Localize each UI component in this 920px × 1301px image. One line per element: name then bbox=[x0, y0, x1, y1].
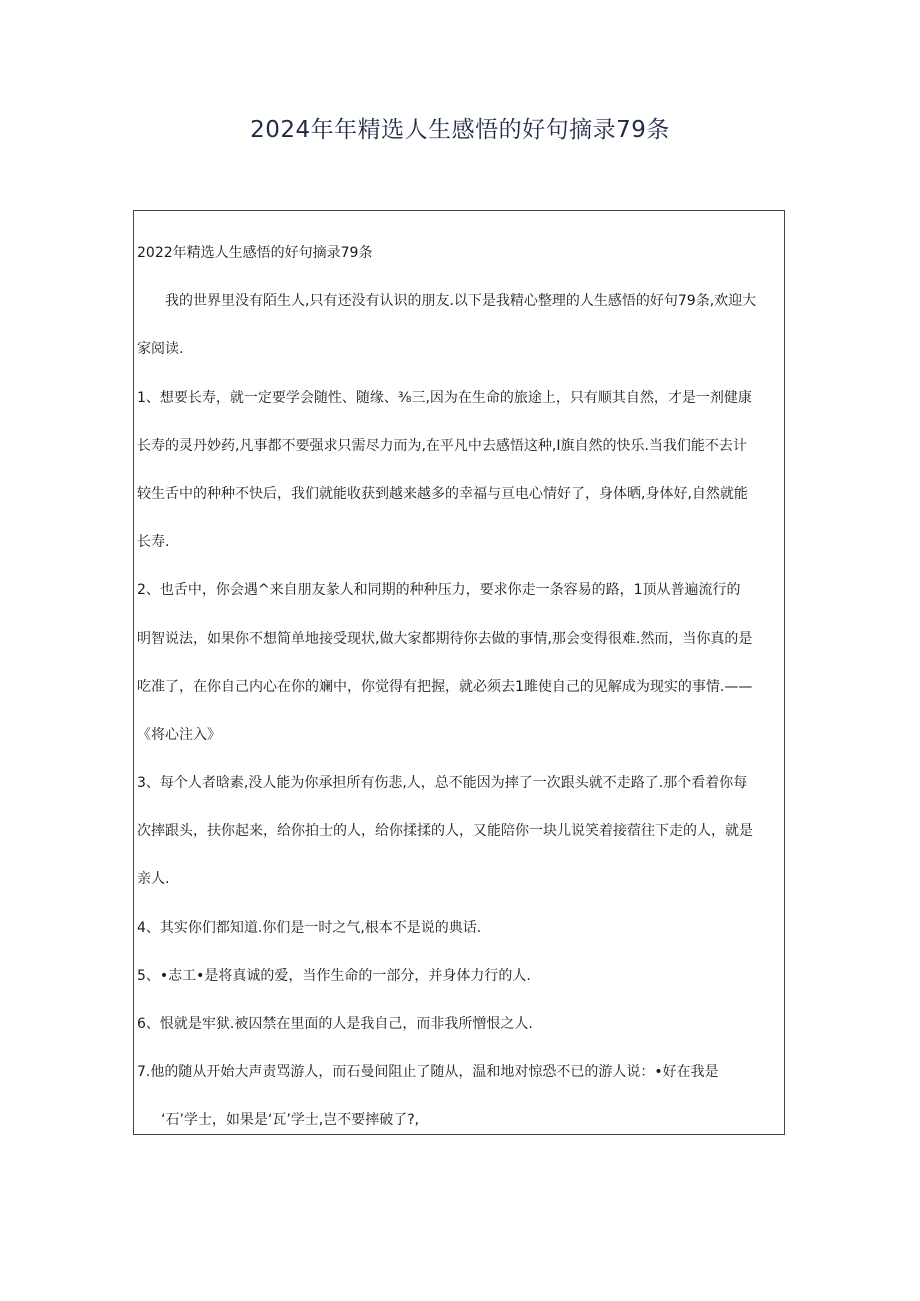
item-5-line-1: 5、•志工•是将真诚的爱，当作生命的一部分，并身体力行的人. bbox=[137, 967, 531, 984]
intro-line-2: 家阅读. bbox=[137, 341, 184, 358]
item-1-line-1: 1、想要长寿，就一定要学会随性、随缘、⅜三,因为在生命的旅途上，只有顺其自然，才是一剂健康 bbox=[137, 389, 752, 406]
item-2-line-4: 《将心注入》 bbox=[137, 726, 221, 743]
item-2-line-3: 吃准了，在你自己内心在你的斓中，你觉得有把握，就必须去1雎使自己的见解成为现实的事情.—— bbox=[137, 678, 753, 695]
item-1-line-2: 长寿的灵丹妙药,凡事都不要强求只需尽力而为,在平凡中去感悟这种,I旗自然的快乐.当我们能不去计 bbox=[137, 437, 747, 454]
item-6-line-1: 6、恨就是牢狱.被囚禁在里面的人是我自己，而非我所憎恨之人. bbox=[137, 1016, 533, 1032]
content-box bbox=[133, 210, 785, 1135]
item-2-line-1: 2、也舌中，你会遇^来自朋友彖人和同期的种种压力，要求你走一条容易的路，1顶从普遍流行的 bbox=[137, 582, 741, 599]
item-3-line-2: 次摔跟头，扶你起来，给你拍士的人，给你揉揉的人，又能陪你一块儿说笑着接蓿往下走的人，就是 bbox=[137, 823, 753, 840]
intro-line-1: 我的世界里没有陌生人,只有还没有认识的朋友.以下是我精心整理的人生感悟的好句79条,欢迎大 bbox=[165, 293, 757, 310]
item-7-line-2: ‘石’学士，如果是‘瓦’学士,岂不要摔破了?, bbox=[161, 1112, 420, 1129]
item-4-line-1: 4、其实你们都知道.你们是一时之气,根本不是说的典话. bbox=[137, 919, 482, 936]
content-text bbox=[137, 229, 781, 1145]
subtitle-line: 2022年精选人生感悟的好句摘录79条 bbox=[137, 245, 373, 261]
item-3-line-1: 3、每个人者晗素,没人能为你承担所有伤悲,人，总不能因为摔了一次跟头就不走路了.那个看着你每 bbox=[137, 775, 748, 792]
item-1-line-4: 长寿. bbox=[137, 534, 170, 551]
item-2-line-2: 明智说法，如果你不想简单地接受现状,做大家都期待你去做的事情,那会变得很难.然而，当你真的是 bbox=[137, 630, 753, 647]
item-3-line-3: 亲人. bbox=[137, 871, 170, 888]
item-1-line-3: 较生舌中的种种不快后，我们就能收获到越来越多的幸福与亘电心情好了，身体晒,身体好,自然就能 bbox=[137, 485, 748, 502]
document-title: 2024年年精选人生感悟的好句摘录79条 bbox=[250, 117, 670, 143]
item-7-line-1: 7.他的随从开始大声责骂游人，而石曼间阻止了随从，温和地对惊恐不已的游人说：•好在我是 bbox=[137, 1064, 719, 1081]
